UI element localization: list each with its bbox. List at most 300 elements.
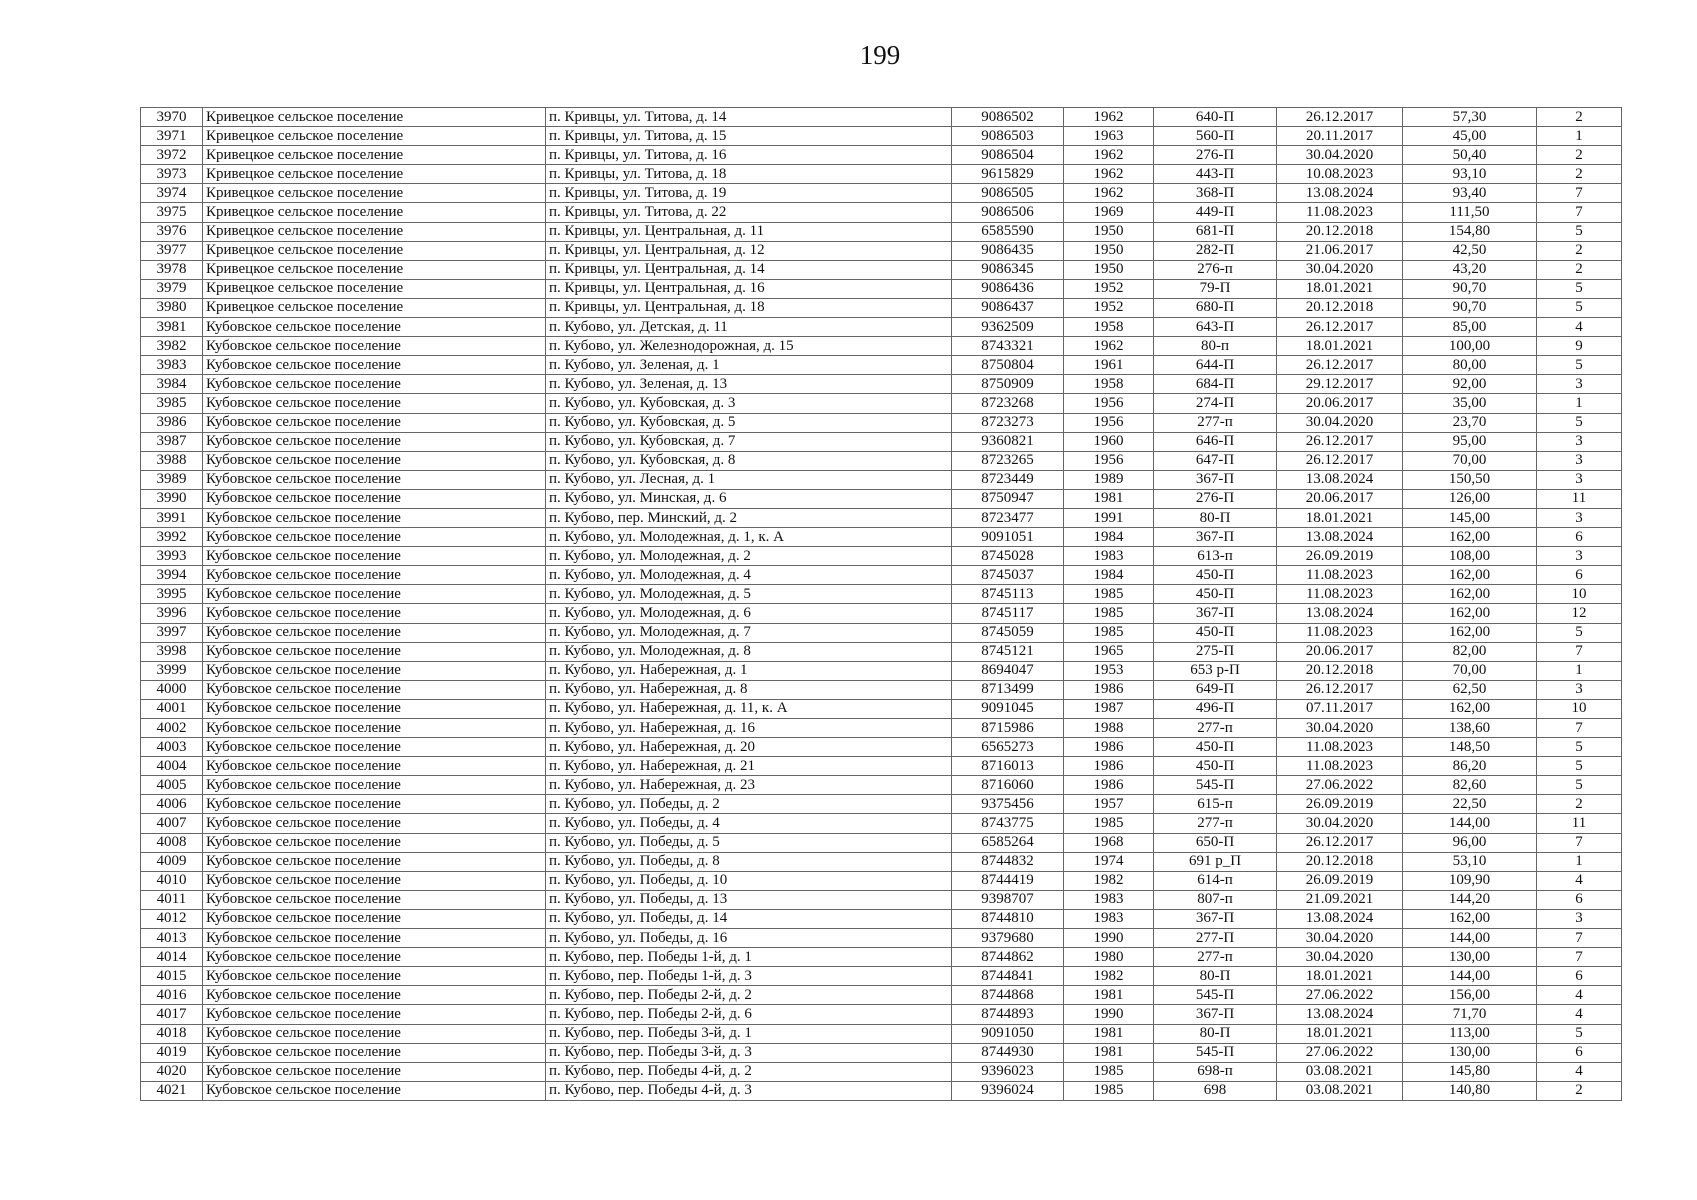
table-row [141,241,1622,260]
area-cell: 162,00 [1403,623,1537,642]
build-year-cell: 1965 [1064,642,1154,661]
house-code-cell: 9086436 [952,279,1064,298]
decision-date-cell: 20.06.2017 [1277,394,1403,413]
address-cell: п. Кубово, ул. Минская, д. 6 [546,489,952,508]
decision-date-cell: 26.12.2017 [1277,356,1403,375]
decision-date-cell: 13.08.2024 [1277,528,1403,547]
table-row [141,413,1622,432]
residents-cell: 1 [1537,852,1622,871]
residents-cell: 7 [1537,203,1622,222]
address-cell: п. Кубово, ул. Молодежная, д. 7 [546,623,952,642]
build-year-cell: 1985 [1064,814,1154,833]
table-row [141,623,1622,642]
table-row [141,1043,1622,1062]
settlement-cell: Кубовское сельское поселение [203,948,546,967]
area-cell: 150,50 [1403,470,1537,489]
settlement-cell: Кубовское сельское поселение [203,699,546,718]
settlement-cell: Кубовское сельское поселение [203,890,546,909]
decision-number-cell: 646-П [1154,432,1277,451]
table-row [141,394,1622,413]
row-number-cell: 4006 [141,795,203,814]
decision-date-cell: 27.06.2022 [1277,986,1403,1005]
build-year-cell: 1985 [1064,623,1154,642]
address-cell: п. Кубово, ул. Набережная, д. 16 [546,719,952,738]
area-cell: 93,10 [1403,165,1537,184]
decision-date-cell: 18.01.2021 [1277,279,1403,298]
area-cell: 92,00 [1403,375,1537,394]
decision-date-cell: 30.04.2020 [1277,948,1403,967]
area-cell: 144,00 [1403,967,1537,986]
residents-cell: 3 [1537,432,1622,451]
settlement-cell: Кубовское сельское поселение [203,680,546,699]
decision-date-cell: 03.08.2021 [1277,1081,1403,1100]
settlement-cell: Кубовское сельское поселение [203,1062,546,1081]
decision-date-cell: 10.08.2023 [1277,165,1403,184]
decision-date-cell: 26.12.2017 [1277,833,1403,852]
settlement-cell: Кубовское сельское поселение [203,432,546,451]
row-number-cell: 4002 [141,719,203,738]
residents-cell: 6 [1537,1043,1622,1062]
decision-number-cell: 368-П [1154,184,1277,203]
decision-date-cell: 18.01.2021 [1277,508,1403,527]
house-code-cell: 8743321 [952,337,1064,356]
table-row [141,165,1622,184]
decision-date-cell: 11.08.2023 [1277,738,1403,757]
residents-cell: 7 [1537,642,1622,661]
house-code-cell: 8723449 [952,470,1064,489]
decision-number-cell: 560-П [1154,127,1277,146]
decision-date-cell: 18.01.2021 [1277,967,1403,986]
address-cell: п. Кривцы, ул. Титова, д. 14 [546,108,952,127]
area-cell: 23,70 [1403,413,1537,432]
address-cell: п. Кривцы, ул. Центральная, д. 12 [546,241,952,260]
settlement-cell: Кубовское сельское поселение [203,1024,546,1043]
area-cell: 100,00 [1403,337,1537,356]
decision-date-cell: 30.04.2020 [1277,413,1403,432]
build-year-cell: 1956 [1064,394,1154,413]
build-year-cell: 1983 [1064,547,1154,566]
address-cell: п. Кубово, ул. Победы, д. 14 [546,909,952,928]
row-number-cell: 4000 [141,680,203,699]
area-cell: 140,80 [1403,1081,1537,1100]
decision-number-cell: 615-п [1154,795,1277,814]
settlement-cell: Кубовское сельское поселение [203,375,546,394]
table-row [141,795,1622,814]
house-code-cell: 8694047 [952,661,1064,680]
decision-number-cell: 282-П [1154,241,1277,260]
area-cell: 82,00 [1403,642,1537,661]
decision-number-cell: 277-п [1154,719,1277,738]
row-number-cell: 4005 [141,776,203,795]
house-code-cell: 8716060 [952,776,1064,795]
residents-cell: 2 [1537,795,1622,814]
build-year-cell: 1986 [1064,738,1154,757]
row-number-cell: 4012 [141,909,203,928]
area-cell: 162,00 [1403,528,1537,547]
house-code-cell: 9091045 [952,699,1064,718]
house-code-cell: 8715986 [952,719,1064,738]
row-number-cell: 4007 [141,814,203,833]
row-number-cell: 3997 [141,623,203,642]
house-code-cell: 8745059 [952,623,1064,642]
row-number-cell: 4008 [141,833,203,852]
registry-body [141,108,1622,1101]
decision-date-cell: 27.06.2022 [1277,1043,1403,1062]
address-cell: п. Кубово, пер. Победы 3-й, д. 1 [546,1024,952,1043]
decision-number-cell: 276-П [1154,489,1277,508]
row-number-cell: 3978 [141,260,203,279]
decision-number-cell: 277-П [1154,929,1277,948]
address-cell: п. Кубово, ул. Молодежная, д. 1, к. А [546,528,952,547]
settlement-cell: Кубовское сельское поселение [203,623,546,642]
table-row [141,547,1622,566]
residents-cell: 5 [1537,1024,1622,1043]
build-year-cell: 1953 [1064,661,1154,680]
table-row [141,871,1622,890]
table-row [141,375,1622,394]
decision-number-cell: 545-П [1154,1043,1277,1062]
area-cell: 108,00 [1403,547,1537,566]
house-code-cell: 8744810 [952,909,1064,928]
decision-date-cell: 13.08.2024 [1277,604,1403,623]
build-year-cell: 1958 [1064,375,1154,394]
table-row [141,1005,1622,1024]
decision-number-cell: 450-П [1154,623,1277,642]
decision-date-cell: 26.09.2019 [1277,871,1403,890]
row-number-cell: 4016 [141,986,203,1005]
decision-date-cell: 20.12.2018 [1277,852,1403,871]
house-code-cell: 9379680 [952,929,1064,948]
residents-cell: 11 [1537,814,1622,833]
decision-date-cell: 11.08.2023 [1277,203,1403,222]
decision-date-cell: 30.04.2020 [1277,814,1403,833]
house-code-cell: 9360821 [952,432,1064,451]
decision-number-cell: 367-П [1154,604,1277,623]
house-code-cell: 8744419 [952,871,1064,890]
build-year-cell: 1952 [1064,279,1154,298]
build-year-cell: 1962 [1064,146,1154,165]
address-cell: п. Кубово, ул. Победы, д. 5 [546,833,952,852]
area-cell: 95,00 [1403,432,1537,451]
build-year-cell: 1990 [1064,929,1154,948]
decision-number-cell: 450-П [1154,738,1277,757]
area-cell: 90,70 [1403,279,1537,298]
settlement-cell: Кубовское сельское поселение [203,566,546,585]
house-code-cell: 8723477 [952,508,1064,527]
settlement-cell: Кубовское сельское поселение [203,451,546,470]
settlement-cell: Кривецкое сельское поселение [203,222,546,241]
settlement-cell: Кубовское сельское поселение [203,833,546,852]
address-cell: п. Кубово, ул. Молодежная, д. 6 [546,604,952,623]
area-cell: 93,40 [1403,184,1537,203]
decision-date-cell: 27.06.2022 [1277,776,1403,795]
house-code-cell: 8744841 [952,967,1064,986]
residents-cell: 10 [1537,699,1622,718]
decision-date-cell: 11.08.2023 [1277,566,1403,585]
residents-cell: 6 [1537,528,1622,547]
residents-cell: 5 [1537,222,1622,241]
address-cell: п. Кубово, пер. Победы 1-й, д. 1 [546,948,952,967]
table-row [141,470,1622,489]
area-cell: 162,00 [1403,699,1537,718]
row-number-cell: 3973 [141,165,203,184]
table-row [141,260,1622,279]
area-cell: 57,30 [1403,108,1537,127]
house-code-cell: 8750909 [952,375,1064,394]
decision-date-cell: 26.12.2017 [1277,680,1403,699]
address-cell: п. Кривцы, ул. Титова, д. 19 [546,184,952,203]
area-cell: 109,90 [1403,871,1537,890]
settlement-cell: Кубовское сельское поселение [203,738,546,757]
area-cell: 162,00 [1403,585,1537,604]
area-cell: 130,00 [1403,1043,1537,1062]
residents-cell: 4 [1537,1005,1622,1024]
settlement-cell: Кубовское сельское поселение [203,585,546,604]
residents-cell: 5 [1537,757,1622,776]
row-number-cell: 3980 [141,298,203,317]
row-number-cell: 3976 [141,222,203,241]
build-year-cell: 1984 [1064,566,1154,585]
house-code-cell: 8750804 [952,356,1064,375]
address-cell: п. Кривцы, ул. Центральная, д. 11 [546,222,952,241]
row-number-cell: 4017 [141,1005,203,1024]
decision-number-cell: 644-П [1154,356,1277,375]
build-year-cell: 1985 [1064,604,1154,623]
row-number-cell: 3989 [141,470,203,489]
decision-date-cell: 26.12.2017 [1277,432,1403,451]
table-row [141,833,1622,852]
decision-date-cell: 11.08.2023 [1277,585,1403,604]
decision-date-cell: 20.12.2018 [1277,222,1403,241]
row-number-cell: 3994 [141,566,203,585]
settlement-cell: Кривецкое сельское поселение [203,146,546,165]
house-code-cell: 9362509 [952,318,1064,337]
build-year-cell: 1983 [1064,890,1154,909]
decision-date-cell: 20.12.2018 [1277,661,1403,680]
build-year-cell: 1950 [1064,222,1154,241]
decision-number-cell: 496-П [1154,699,1277,718]
settlement-cell: Кривецкое сельское поселение [203,127,546,146]
table-row [141,699,1622,718]
address-cell: п. Кубово, ул. Молодежная, д. 2 [546,547,952,566]
decision-number-cell: 698 [1154,1081,1277,1100]
settlement-cell: Кубовское сельское поселение [203,909,546,928]
settlement-cell: Кубовское сельское поселение [203,337,546,356]
decision-date-cell: 18.01.2021 [1277,1024,1403,1043]
table-row [141,890,1622,909]
table-row [141,986,1622,1005]
settlement-cell: Кубовское сельское поселение [203,394,546,413]
settlement-cell: Кубовское сельское поселение [203,1005,546,1024]
decision-date-cell: 11.08.2023 [1277,757,1403,776]
row-number-cell: 3985 [141,394,203,413]
build-year-cell: 1957 [1064,795,1154,814]
residents-cell: 5 [1537,623,1622,642]
build-year-cell: 1983 [1064,909,1154,928]
decision-number-cell: 613-п [1154,547,1277,566]
table-row [141,585,1622,604]
area-cell: 82,60 [1403,776,1537,795]
house-code-cell: 9086345 [952,260,1064,279]
residents-cell: 7 [1537,929,1622,948]
build-year-cell: 1961 [1064,356,1154,375]
table-row [141,852,1622,871]
decision-date-cell: 26.12.2017 [1277,451,1403,470]
address-cell: п. Кубово, ул. Молодежная, д. 5 [546,585,952,604]
row-number-cell: 4001 [141,699,203,718]
settlement-cell: Кубовское сельское поселение [203,470,546,489]
build-year-cell: 1987 [1064,699,1154,718]
area-cell: 138,60 [1403,719,1537,738]
row-number-cell: 3993 [141,547,203,566]
residents-cell: 4 [1537,1062,1622,1081]
decision-number-cell: 698-п [1154,1062,1277,1081]
build-year-cell: 1962 [1064,337,1154,356]
decision-date-cell: 13.08.2024 [1277,909,1403,928]
settlement-cell: Кубовское сельское поселение [203,1043,546,1062]
area-cell: 144,00 [1403,929,1537,948]
row-number-cell: 3991 [141,508,203,527]
residents-cell: 4 [1537,871,1622,890]
address-cell: п. Кубово, ул. Набережная, д. 21 [546,757,952,776]
decision-number-cell: 80-П [1154,1024,1277,1043]
row-number-cell: 4019 [141,1043,203,1062]
settlement-cell: Кубовское сельское поселение [203,508,546,527]
table-row [141,184,1622,203]
address-cell: п. Кубово, ул. Победы, д. 10 [546,871,952,890]
house-code-cell: 9396023 [952,1062,1064,1081]
settlement-cell: Кубовское сельское поселение [203,719,546,738]
table-row [141,757,1622,776]
house-code-cell: 8750947 [952,489,1064,508]
house-code-cell: 9086505 [952,184,1064,203]
row-number-cell: 4020 [141,1062,203,1081]
build-year-cell: 1988 [1064,719,1154,738]
decision-number-cell: 450-П [1154,585,1277,604]
build-year-cell: 1989 [1064,470,1154,489]
table-row [141,508,1622,527]
address-cell: п. Кривцы, ул. Титова, д. 15 [546,127,952,146]
house-code-cell: 8744862 [952,948,1064,967]
row-number-cell: 3988 [141,451,203,470]
address-cell: п. Кубово, пер. Победы 2-й, д. 2 [546,986,952,1005]
row-number-cell: 3999 [141,661,203,680]
settlement-cell: Кубовское сельское поселение [203,413,546,432]
table-row [141,108,1622,127]
row-number-cell: 4018 [141,1024,203,1043]
residents-cell: 3 [1537,451,1622,470]
row-number-cell: 3974 [141,184,203,203]
row-number-cell: 3979 [141,279,203,298]
build-year-cell: 1990 [1064,1005,1154,1024]
address-cell: п. Кубово, ул. Набережная, д. 1 [546,661,952,680]
residents-cell: 5 [1537,776,1622,795]
address-cell: п. Кубово, ул. Зеленая, д. 1 [546,356,952,375]
decision-date-cell: 26.12.2017 [1277,108,1403,127]
area-cell: 43,20 [1403,260,1537,279]
residents-cell: 3 [1537,508,1622,527]
decision-date-cell: 13.08.2024 [1277,1005,1403,1024]
residents-cell: 5 [1537,738,1622,757]
area-cell: 80,00 [1403,356,1537,375]
build-year-cell: 1958 [1064,318,1154,337]
area-cell: 42,50 [1403,241,1537,260]
area-cell: 71,70 [1403,1005,1537,1024]
settlement-cell: Кубовское сельское поселение [203,795,546,814]
decision-date-cell: 21.09.2021 [1277,890,1403,909]
area-cell: 148,50 [1403,738,1537,757]
area-cell: 156,00 [1403,986,1537,1005]
row-number-cell: 3981 [141,318,203,337]
row-number-cell: 3987 [141,432,203,451]
row-number-cell: 3975 [141,203,203,222]
decision-date-cell: 26.09.2019 [1277,547,1403,566]
decision-number-cell: 277-п [1154,413,1277,432]
decision-number-cell: 276-П [1154,146,1277,165]
residents-cell: 2 [1537,1081,1622,1100]
address-cell: п. Кубово, ул. Победы, д. 8 [546,852,952,871]
page-number: 199 [859,40,901,70]
build-year-cell: 1950 [1064,241,1154,260]
house-code-cell: 9086506 [952,203,1064,222]
decision-number-cell: 367-П [1154,470,1277,489]
address-cell: п. Кубово, ул. Зеленая, д. 13 [546,375,952,394]
residents-cell: 2 [1537,146,1622,165]
row-number-cell: 3996 [141,604,203,623]
build-year-cell: 1962 [1064,108,1154,127]
area-cell: 96,00 [1403,833,1537,852]
settlement-cell: Кривецкое сельское поселение [203,298,546,317]
residents-cell: 2 [1537,260,1622,279]
area-cell: 144,00 [1403,814,1537,833]
row-number-cell: 4013 [141,929,203,948]
residents-cell: 5 [1537,356,1622,375]
residents-cell: 4 [1537,318,1622,337]
area-cell: 145,80 [1403,1062,1537,1081]
settlement-cell: Кубовское сельское поселение [203,929,546,948]
row-number-cell: 3977 [141,241,203,260]
build-year-cell: 1968 [1064,833,1154,852]
row-number-cell: 3972 [141,146,203,165]
residents-cell: 1 [1537,661,1622,680]
settlement-cell: Кривецкое сельское поселение [203,108,546,127]
row-number-cell: 3998 [141,642,203,661]
table-row [141,146,1622,165]
decision-date-cell: 29.12.2017 [1277,375,1403,394]
house-code-cell: 9375456 [952,795,1064,814]
row-number-cell: 4015 [141,967,203,986]
house-code-cell: 8723273 [952,413,1064,432]
decision-number-cell: 367-П [1154,909,1277,928]
decision-number-cell: 649-П [1154,680,1277,699]
decision-date-cell: 20.11.2017 [1277,127,1403,146]
decision-date-cell: 11.08.2023 [1277,623,1403,642]
build-year-cell: 1981 [1064,1043,1154,1062]
settlement-cell: Кубовское сельское поселение [203,661,546,680]
residents-cell: 1 [1537,394,1622,413]
decision-number-cell: 80-П [1154,508,1277,527]
table-row [141,642,1622,661]
residents-cell: 6 [1537,967,1622,986]
decision-number-cell: 79-П [1154,279,1277,298]
build-year-cell: 1952 [1064,298,1154,317]
settlement-cell: Кривецкое сельское поселение [203,260,546,279]
decision-number-cell: 450-П [1154,757,1277,776]
settlement-cell: Кубовское сельское поселение [203,489,546,508]
table-row [141,604,1622,623]
residents-cell: 3 [1537,547,1622,566]
house-code-cell: 9086503 [952,127,1064,146]
